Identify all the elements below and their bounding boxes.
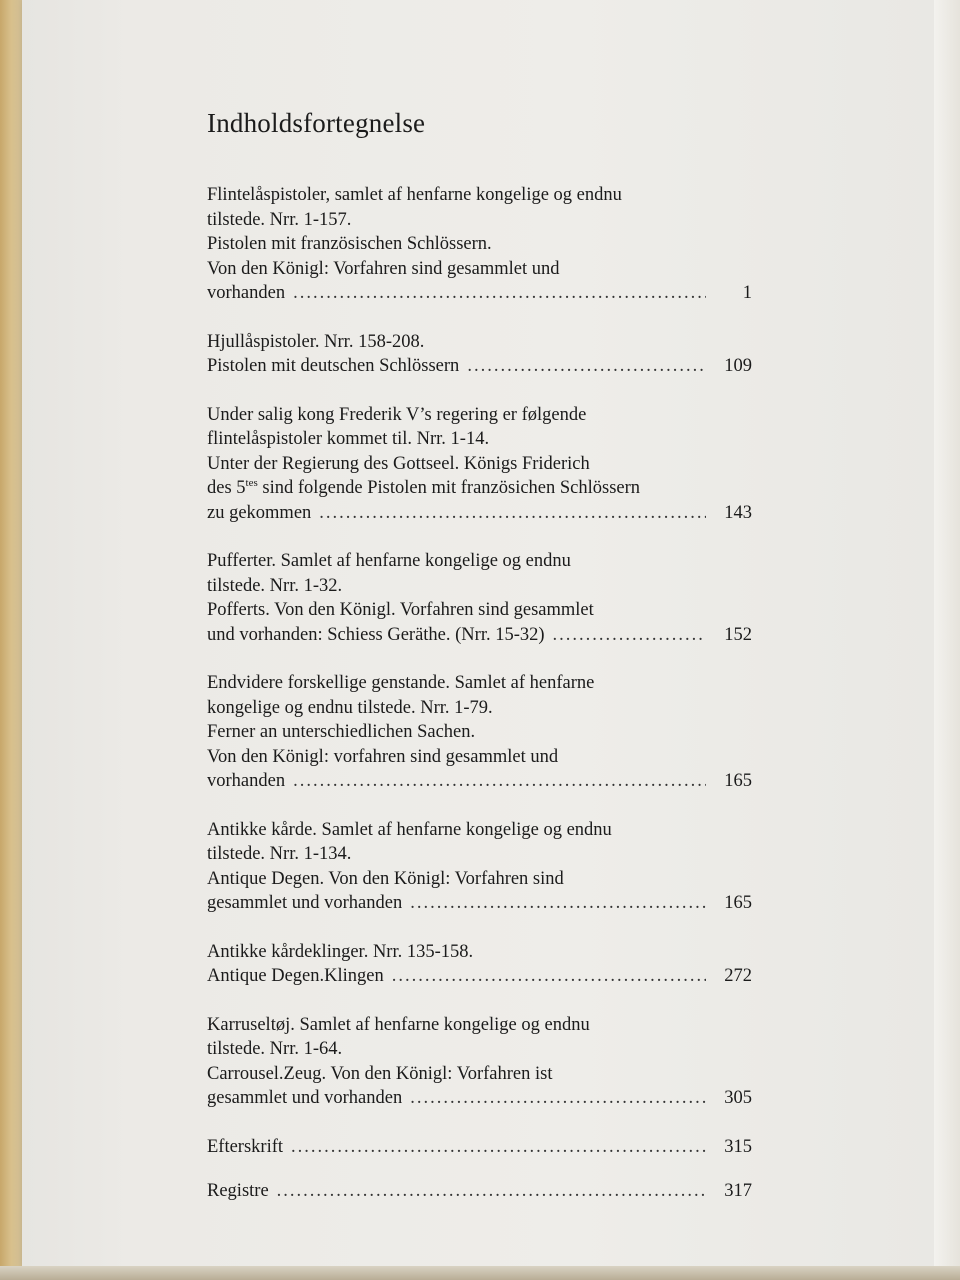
page-number: 1: [742, 283, 752, 303]
dot-leader: [291, 1135, 706, 1160]
page-number: 109: [724, 356, 752, 376]
toc-entry: [207, 818, 752, 916]
toc-entry-text: zu gekommen: [207, 502, 312, 523]
dot-leader: [553, 623, 706, 648]
page-title: Indholdsfortegnelse: [207, 108, 426, 138]
toc-entry-last-line: [207, 891, 752, 916]
toc-entry-line: Antique Degen. Von den Königl: Vorfahren sind: [207, 868, 564, 889]
dot-leader: [293, 769, 706, 794]
page-number: 315: [724, 1136, 752, 1157]
ordinal-superscript: tes: [245, 477, 258, 489]
page-stack-edge: [934, 0, 960, 1280]
toc-entry-last-line: [207, 623, 752, 648]
toc-entry-last-line: [207, 501, 752, 526]
toc-entry-line: Endvidere forskellige genstande. Samlet af henfarne: [207, 673, 595, 693]
toc-entry-last-line: [207, 964, 752, 989]
toc-entry-line: tilstede. Nrr. 1-64.: [207, 1039, 343, 1059]
toc-entry-last-line: [207, 1135, 752, 1160]
toc-entry-line: tilstede. Nrr. 1-134.: [207, 844, 352, 864]
toc-entry: [207, 403, 752, 526]
page-number: 152: [724, 624, 752, 645]
toc-entry-line: Unter der Regierung des Gottseel. Königs Friderich: [207, 453, 590, 474]
toc-entry-last-line: [207, 1086, 752, 1111]
toc-entry-last-line: [207, 1179, 752, 1204]
toc-entry: [207, 183, 752, 306]
toc-entry: [207, 1179, 752, 1204]
toc-entry-line: Flintelåspistoler, samlet af henfarne kongelige og endnu: [207, 185, 622, 205]
page-number: 305: [724, 1088, 752, 1108]
toc-entry-text: Registre: [207, 1181, 269, 1201]
page-number: 143: [724, 502, 752, 523]
dot-leader: [410, 891, 706, 916]
toc-entry-line: Ferner an unterschiedlichen Sachen.: [207, 722, 476, 742]
toc-entry-line: Under salig kong Frederik V’s regering er følgende: [207, 404, 587, 425]
toc-entry-last-line: [207, 281, 752, 306]
toc-entry-text: gesammlet und vorhanden: [207, 1088, 403, 1108]
toc-entry-line-part: des 5: [207, 478, 246, 498]
toc-entry-line: tilstede. Nrr. 1-157.: [207, 209, 352, 230]
toc-entry-line: Von den Königl: Vorfahren sind gesammlet und: [207, 258, 560, 279]
toc-entry-line: Hjullåspistoler. Nrr. 158-208.: [207, 331, 425, 352]
toc-entry-text: gesammlet und vorhanden: [207, 893, 403, 913]
toc-entry-text: vorhanden: [207, 283, 286, 303]
toc-entry: [207, 940, 752, 989]
toc-entry-line: flintelåspistoler kommet til. Nrr. 1-14.: [207, 429, 490, 449]
page-number: 317: [724, 1181, 752, 1201]
toc-entry-line: kongelige og endnu tilstede. Nrr. 1-79.: [207, 697, 493, 718]
toc-entry-line: tilstede. Nrr. 1-32.: [207, 575, 343, 596]
book-page: [22, 0, 940, 1268]
table-of-contents: [207, 108, 752, 1224]
toc-entry-line: Carrousel.Zeug. Von den Königl: Vorfahren ist: [207, 1063, 553, 1084]
toc-entry-line: Antikke kårdeklinger. Nrr. 135-158.: [207, 941, 474, 962]
toc-entry: [207, 1135, 752, 1160]
page-number: 165: [724, 771, 752, 791]
toc-entry-text: Efterskrift: [207, 1136, 284, 1157]
toc-entry-line: Von den Königl: vorfahren sind gesammlet und: [207, 746, 559, 767]
toc-entry-line: Pistolen mit französischen Schlössern.: [207, 234, 492, 254]
book-bottom-edge: [0, 1266, 960, 1280]
dot-leader: [410, 1086, 706, 1111]
toc-entry: [207, 549, 752, 647]
toc-entry-line: Pofferts. Von den Königl. Vorfahren sind gesammlet: [207, 600, 594, 620]
toc-entry-text: Antique Degen.Klingen: [207, 966, 384, 986]
toc-entry-line: Pufferter. Samlet af henfarne kongelige og endnu: [207, 551, 571, 571]
toc-entry-line-superscript: [207, 476, 752, 501]
dot-leader: [277, 1179, 706, 1204]
toc-entry-text: und vorhanden: Schiess Geräthe. (Nrr. 15-32): [207, 624, 545, 645]
dot-leader: [319, 501, 706, 526]
dot-leader: [467, 354, 706, 379]
dot-leader: [293, 281, 706, 306]
toc-entry-line-part: sind folgende Pistolen mit französichen Schlössern: [257, 478, 641, 498]
toc-entry-line: Antikke kårde. Samlet af henfarne kongelige og endnu: [207, 819, 612, 840]
toc-entry: [207, 1013, 752, 1111]
toc-entry-line: Karruseltøj. Samlet af henfarne kongelige og endnu: [207, 1014, 590, 1035]
toc-entry-text: Pistolen mit deutschen Schlössern: [207, 356, 460, 376]
toc-entry-text: vorhanden: [207, 771, 286, 791]
toc-entry: [207, 330, 752, 379]
page-number: 272: [724, 966, 752, 986]
toc-entry-last-line: [207, 354, 752, 379]
toc-entry: [207, 671, 752, 794]
toc-entry-last-line: [207, 769, 752, 794]
dot-leader: [392, 964, 706, 989]
page-number: 165: [724, 893, 752, 913]
